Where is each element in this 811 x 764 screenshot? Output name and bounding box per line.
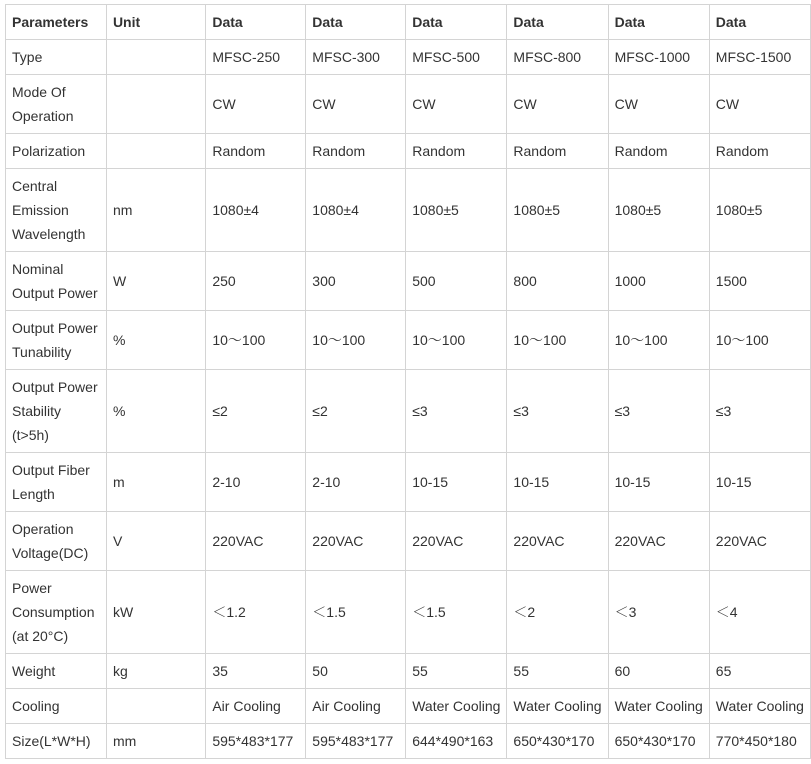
data-cell: 10～100	[406, 311, 507, 370]
data-cell: 10～100	[206, 311, 306, 370]
unit-cell	[106, 40, 205, 75]
data-cell: MFSC-300	[306, 40, 406, 75]
parameter-name-cell: Cooling	[6, 689, 107, 724]
data-cell: 220VAC	[507, 512, 608, 571]
data-cell: Water Cooling	[507, 689, 608, 724]
unit-cell: %	[106, 311, 205, 370]
data-cell: CW	[608, 75, 709, 134]
data-cell: 2-10	[206, 453, 306, 512]
data-cell: 650*430*170	[608, 724, 709, 759]
data-cell: ＜1.5	[406, 571, 507, 654]
data-cell: Water Cooling	[406, 689, 507, 724]
data-cell: ≤2	[206, 370, 306, 453]
table-body	[6, 40, 811, 759]
header-data-5: Data	[608, 5, 709, 40]
unit-cell: kW	[106, 571, 205, 654]
data-cell: 50	[306, 654, 406, 689]
parameter-name-cell: Nominal Output Power	[6, 252, 107, 311]
data-cell: MFSC-500	[406, 40, 507, 75]
table-row	[6, 252, 811, 311]
data-cell: 220VAC	[406, 512, 507, 571]
data-cell: 65	[709, 654, 810, 689]
data-cell: 10-15	[406, 453, 507, 512]
data-cell: ＜4	[709, 571, 810, 654]
parameter-name-cell: Operation Voltage(DC)	[6, 512, 107, 571]
parameter-name-cell: Weight	[6, 654, 107, 689]
data-cell: Air Cooling	[206, 689, 306, 724]
data-cell: 800	[507, 252, 608, 311]
data-cell: MFSC-1000	[608, 40, 709, 75]
data-cell: Random	[608, 134, 709, 169]
parameter-name-cell: Power Consumption (at 20°C)	[6, 571, 107, 654]
specifications-table	[5, 4, 811, 759]
header-data-4: Data	[507, 5, 608, 40]
table-row	[6, 571, 811, 654]
data-cell: 220VAC	[306, 512, 406, 571]
data-cell: 10～100	[306, 311, 406, 370]
unit-cell: W	[106, 252, 205, 311]
unit-cell	[106, 689, 205, 724]
data-cell: 55	[406, 654, 507, 689]
data-cell: ≤3	[406, 370, 507, 453]
unit-cell	[106, 134, 205, 169]
data-cell: 35	[206, 654, 306, 689]
table-row	[6, 654, 811, 689]
data-cell: 770*450*180	[709, 724, 810, 759]
data-cell: 500	[406, 252, 507, 311]
data-cell: CW	[306, 75, 406, 134]
data-cell: CW	[406, 75, 507, 134]
table-row	[6, 724, 811, 759]
table-row	[6, 370, 811, 453]
parameter-name-cell: Output Fiber Length	[6, 453, 107, 512]
data-cell: ＜1.5	[306, 571, 406, 654]
data-cell: 220VAC	[709, 512, 810, 571]
data-cell: 595*483*177	[206, 724, 306, 759]
data-cell: 1000	[608, 252, 709, 311]
data-cell: 595*483*177	[306, 724, 406, 759]
table-row	[6, 453, 811, 512]
header-data-3: Data	[406, 5, 507, 40]
table-row	[6, 75, 811, 134]
data-cell: 2-10	[306, 453, 406, 512]
table-row	[6, 311, 811, 370]
unit-cell	[106, 75, 205, 134]
header-data-1: Data	[206, 5, 306, 40]
parameter-name-cell: Size(L*W*H)	[6, 724, 107, 759]
header-unit: Unit	[106, 5, 205, 40]
data-cell: Random	[507, 134, 608, 169]
parameter-name-cell: Type	[6, 40, 107, 75]
header-data-6: Data	[709, 5, 810, 40]
data-cell: 1500	[709, 252, 810, 311]
data-cell: 1080±5	[406, 169, 507, 252]
data-cell: ＜2	[507, 571, 608, 654]
table-row	[6, 169, 811, 252]
data-cell: 650*430*170	[507, 724, 608, 759]
data-cell: Water Cooling	[709, 689, 810, 724]
data-cell: 10-15	[709, 453, 810, 512]
data-cell: ＜1.2	[206, 571, 306, 654]
data-cell: 10～100	[507, 311, 608, 370]
data-cell: 55	[507, 654, 608, 689]
data-cell: MFSC-800	[507, 40, 608, 75]
data-cell: ≤2	[306, 370, 406, 453]
table-row	[6, 134, 811, 169]
data-cell: ≤3	[507, 370, 608, 453]
data-cell: Random	[709, 134, 810, 169]
data-cell: ＜3	[608, 571, 709, 654]
data-cell: 10-15	[608, 453, 709, 512]
data-cell: 644*490*163	[406, 724, 507, 759]
data-cell: 1080±5	[608, 169, 709, 252]
data-cell: 250	[206, 252, 306, 311]
unit-cell: %	[106, 370, 205, 453]
data-cell: CW	[206, 75, 306, 134]
parameter-name-cell: Output Power Stability (t>5h)	[6, 370, 107, 453]
data-cell: 1080±4	[206, 169, 306, 252]
data-cell: Air Cooling	[306, 689, 406, 724]
unit-cell: nm	[106, 169, 205, 252]
parameter-name-cell: Central Emission Wavelength	[6, 169, 107, 252]
data-cell: 10-15	[507, 453, 608, 512]
data-cell: ≤3	[608, 370, 709, 453]
parameter-name-cell: Output Power Tunability	[6, 311, 107, 370]
data-cell: Random	[406, 134, 507, 169]
table-row	[6, 40, 811, 75]
unit-cell: m	[106, 453, 205, 512]
parameter-name-cell: Mode Of Operation	[6, 75, 107, 134]
unit-cell: mm	[106, 724, 205, 759]
table-row	[6, 512, 811, 571]
data-cell: Water Cooling	[608, 689, 709, 724]
data-cell: MFSC-1500	[709, 40, 810, 75]
data-cell: Random	[306, 134, 406, 169]
data-cell: Random	[206, 134, 306, 169]
data-cell: 220VAC	[608, 512, 709, 571]
data-cell: 60	[608, 654, 709, 689]
data-cell: ≤3	[709, 370, 810, 453]
data-cell: 1080±5	[709, 169, 810, 252]
data-cell: CW	[507, 75, 608, 134]
data-cell: 220VAC	[206, 512, 306, 571]
unit-cell: kg	[106, 654, 205, 689]
parameter-name-cell: Polarization	[6, 134, 107, 169]
data-cell: 300	[306, 252, 406, 311]
data-cell: 10～100	[608, 311, 709, 370]
data-cell: 1080±4	[306, 169, 406, 252]
table-header-row	[6, 5, 811, 40]
header-parameters: Parameters	[6, 5, 107, 40]
table-row	[6, 689, 811, 724]
data-cell: 1080±5	[507, 169, 608, 252]
data-cell: CW	[709, 75, 810, 134]
data-cell: 10～100	[709, 311, 810, 370]
header-data-2: Data	[306, 5, 406, 40]
unit-cell: V	[106, 512, 205, 571]
data-cell: MFSC-250	[206, 40, 306, 75]
